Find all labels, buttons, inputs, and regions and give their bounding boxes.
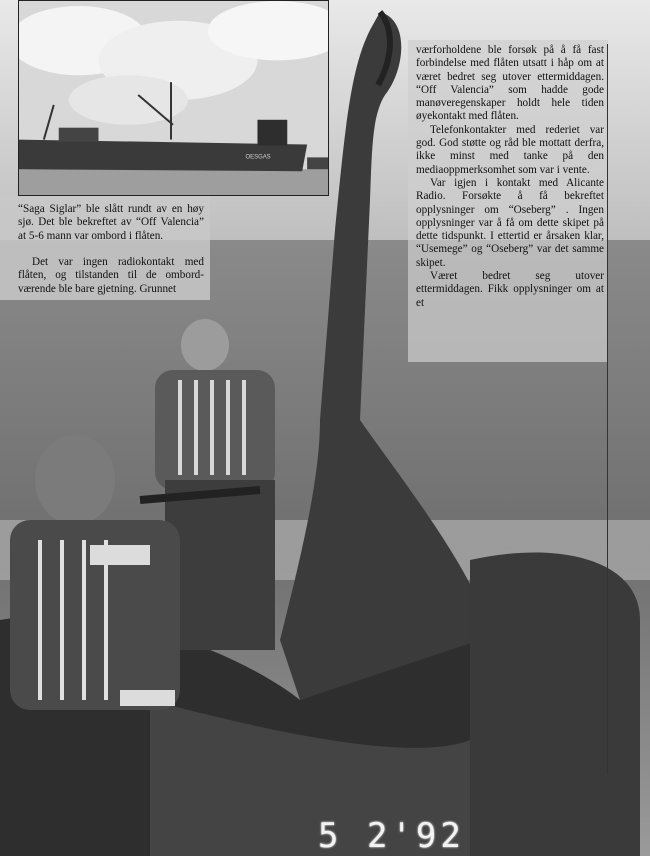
right-paragraph-3: Var igjen i kontakt med Alicante Radio. Forsøkte å få bekreftet opplysninger om “Oseberg” . Ingen opplysninger var å få om dette skipet på dette tidspunkt. I ettertid er årsaken klar, “Usemege” og “Oseberg” var det samme skipet. [416,176,604,269]
left-paragraph-1: Det var ingen radiokontakt med flåten, og tilstanden til de ombord-værende ble bare gjetning. Grunnet [18,256,204,295]
left-column [18,256,204,296]
right-paragraph-4: Været bedret seg utover ettermiddagen. Fikk opplysninger om at et [416,270,604,309]
right-paragraph-1: værforholdene ble forsøk på å få fast forbindelse med flåten utsatt i håp om at været bedret seg utover ettermiddagen. “Off Valencia” som hadde gode manøveregenskaper holdt hele tiden øyekontakt med flåten. [416,44,604,123]
photo-caption [18,203,204,243]
right-column [416,44,604,310]
photo-date-stamp: 5 2'92 [318,816,465,856]
ship-name-label: OESGAS [245,154,271,161]
caption-text: “Saga Siglar” ble slått rundt av en høy sjø. Det ble bekreftet av “Off Valencia” at 5-6 mann var ombord i flåten. [18,203,204,242]
right-paragraph-2: Telefonkontakter med rederiet var god. God støtte og råd ble mottatt derfra, ikke minst med tanke på den mediaoppmerksomhet som var i vente. [416,123,604,176]
tanker-photo [18,0,329,196]
column-rule [607,44,608,774]
